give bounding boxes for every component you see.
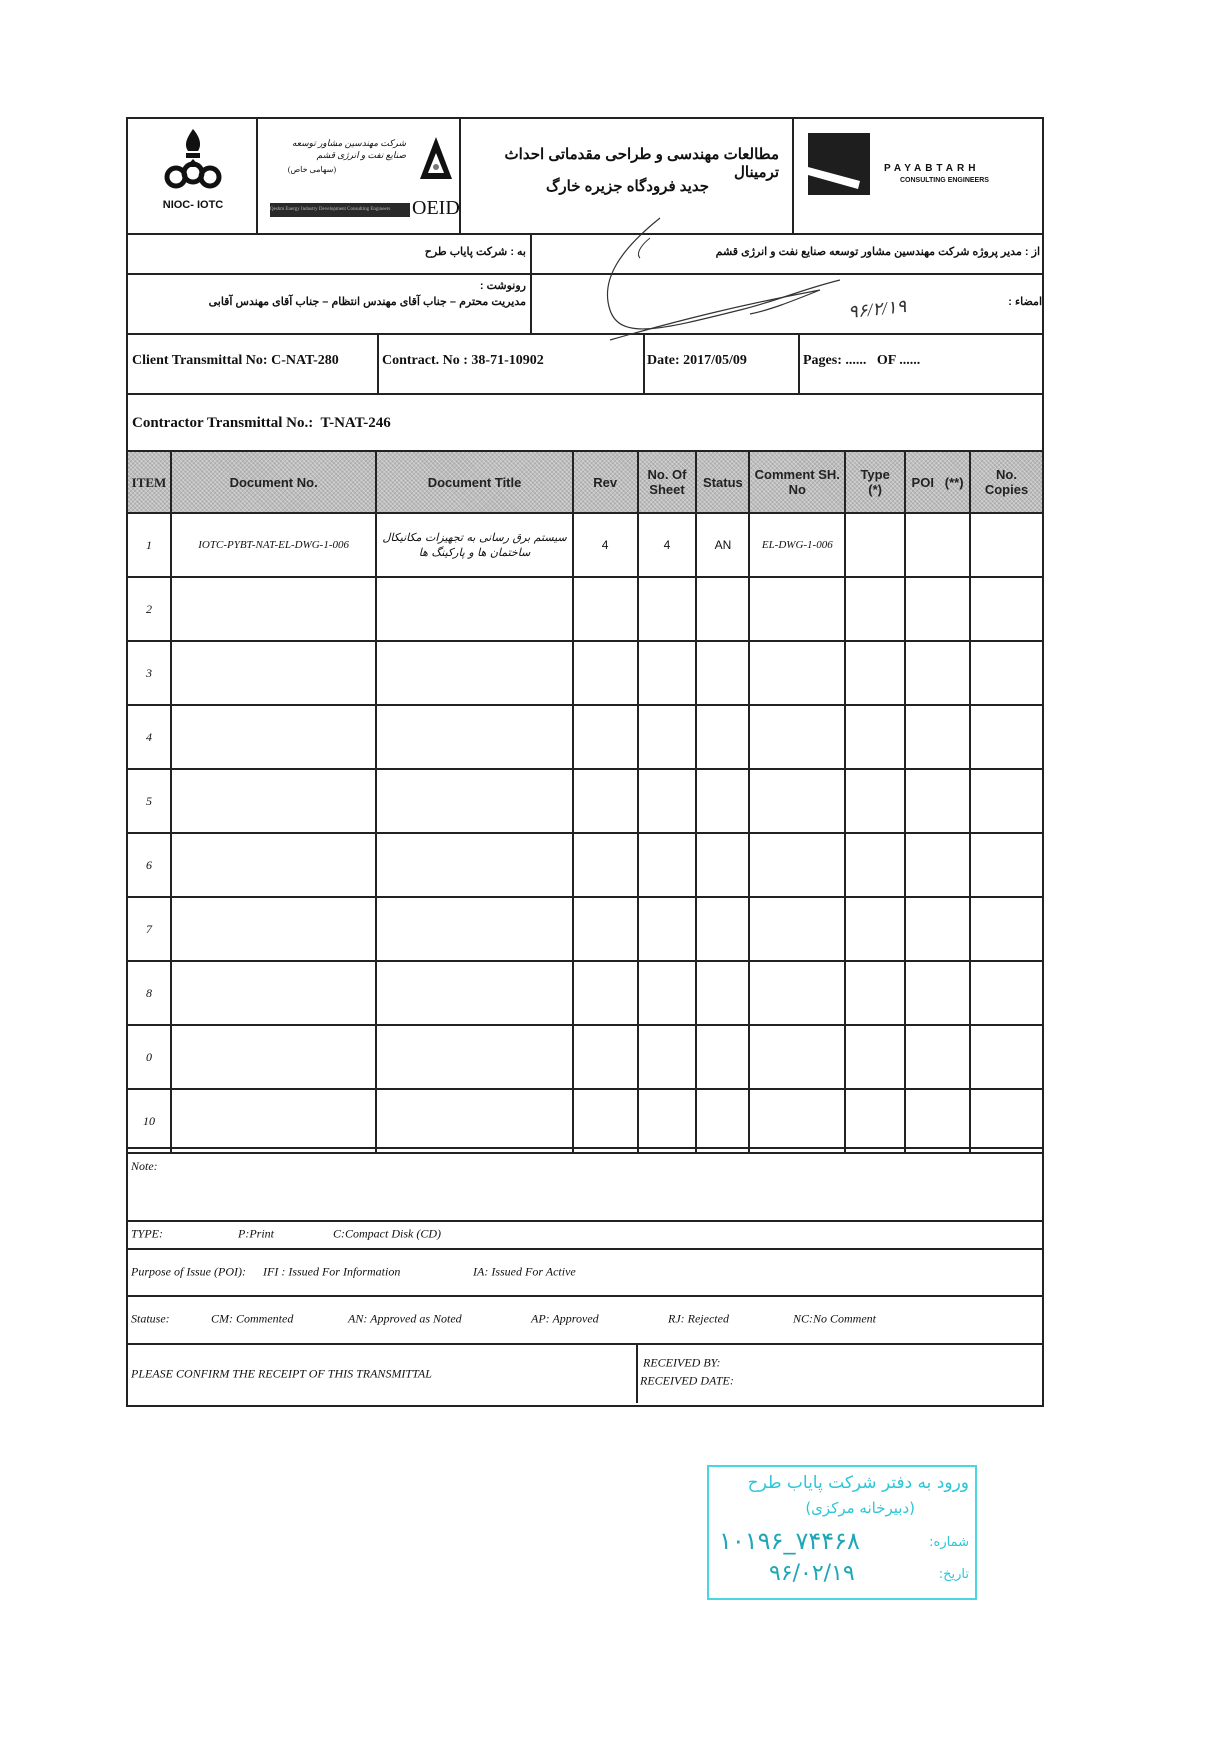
document-title-cell: [376, 961, 572, 1025]
rev-cell: [573, 897, 638, 961]
status-cell: [696, 705, 749, 769]
comment-sh-cell: [749, 705, 845, 769]
rev-cell: [573, 833, 638, 897]
status-cell: AN: [696, 513, 749, 577]
copies-cell: [970, 1025, 1043, 1089]
type-cell: [845, 1089, 905, 1153]
stamp-number-value: ۱۰۱۹۶_۷۴۴۶۸: [719, 1527, 860, 1555]
document-no-cell: [171, 577, 376, 641]
sheets-cell: 4: [638, 513, 697, 577]
transmittal-date: Date: 2017/05/09: [647, 353, 747, 368]
poi-cell: [905, 769, 970, 833]
copies-cell: [970, 577, 1043, 641]
document-no-cell: [171, 833, 376, 897]
payabtarh-sub: CONSULTING ENGINEERS: [900, 177, 989, 184]
sheets-cell: [638, 577, 697, 641]
type-cell: [845, 513, 905, 577]
status-cell: [696, 769, 749, 833]
status-cell: [696, 1025, 749, 1089]
poi-cell: [905, 577, 970, 641]
documents-table-body: [127, 513, 1043, 1153]
stamp-date-label: تاریخ:: [938, 1567, 969, 1582]
rev-cell: [573, 705, 638, 769]
poi-legend: [126, 1248, 1044, 1297]
contractor-transmittal: Contractor Transmittal No.: T-NAT-246: [132, 415, 391, 431]
comment-sh-cell: [749, 961, 845, 1025]
table-row: [127, 961, 1043, 1025]
sheets-cell: [638, 641, 697, 705]
document-no-cell: [171, 641, 376, 705]
table-row: [127, 1025, 1043, 1089]
nioc-logo-cell: [128, 119, 258, 233]
poi-cell: [905, 961, 970, 1025]
oeid-subtitle: (سهامی خاص): [287, 165, 336, 174]
status-rj: RJ: Rejected: [668, 1311, 729, 1326]
status-cell: [696, 1089, 749, 1153]
note-label: Note:: [131, 1159, 158, 1173]
oeid-logo-icon: [418, 135, 454, 183]
table-row: [127, 1089, 1043, 1153]
poi-label: Purpose of Issue (POI):: [131, 1264, 246, 1278]
to-field: به : شرکت پایاب طرح: [424, 246, 526, 258]
document-title-cell: [376, 769, 572, 833]
type-cell: [845, 577, 905, 641]
table-row: [127, 641, 1043, 705]
receipt-row: [126, 1343, 1044, 1407]
table-row: [127, 577, 1043, 641]
status-cell: [696, 897, 749, 961]
copies-cell: [970, 961, 1043, 1025]
nioc-logo-icon: [164, 127, 222, 191]
type-cell: [845, 705, 905, 769]
item-cell: 6: [127, 833, 171, 897]
copies-cell: [970, 513, 1043, 577]
stamp-date-value: ۹۶/۰۲/۱۹: [769, 1561, 855, 1586]
sheets-cell: [638, 961, 697, 1025]
col-no-copies: No. Copies: [970, 451, 1043, 513]
type-print: P:Print: [238, 1226, 274, 1241]
cc-value: مدیریت محترم – جناب آقای مهندس انتظام – جناب آقای مهندس آقابی: [208, 296, 526, 308]
document-no-cell: [171, 961, 376, 1025]
copies-cell: [970, 769, 1043, 833]
copies-cell: [970, 705, 1043, 769]
oeid-english-band: Qeshm Energy Industry Development Consulting Engineers: [270, 203, 410, 217]
oeid-logo-cell: [258, 119, 461, 233]
cc-divider: [530, 273, 532, 333]
oeid-persian-name: شرکت مهندسین مشاور توسعه صنایع نفت و انرژی قشم: [291, 138, 406, 160]
poi-cell: [905, 897, 970, 961]
document-title-cell: [376, 513, 572, 577]
pages-field: Pages: ...... OF ......: [803, 353, 921, 368]
handwritten-date: ۹۶/۲/۱۹: [847, 296, 908, 322]
document-title-line1: سیستم برق رسانی به تجهیزات مکانیکال: [382, 531, 567, 544]
cc-label: رونوشت :: [479, 280, 526, 292]
poi-ia: IA: Issued For Active: [473, 1264, 576, 1278]
rev-cell: [573, 577, 638, 641]
sheets-cell: [638, 769, 697, 833]
receipt-divider: [636, 1343, 638, 1403]
comment-sh-cell: [749, 833, 845, 897]
rev-cell: [573, 961, 638, 1025]
status-ap: AP: Approved: [531, 1311, 599, 1326]
status-cm: CM: Commented: [211, 1311, 294, 1326]
table-row: [127, 769, 1043, 833]
sheets-cell: [638, 1025, 697, 1089]
col-document-no: Document No.: [171, 451, 376, 513]
status-legend: [126, 1295, 1044, 1345]
comment-sh-cell: [749, 1025, 845, 1089]
item-cell: 10: [127, 1089, 171, 1153]
from-field: از : مدیر پروژه شرکت مهندسین مشاور توسعه صنایع نفت و انرژی قشم: [715, 246, 1040, 258]
type-cd: C:Compact Disk (CD): [333, 1226, 441, 1241]
document-title-cell: [376, 577, 572, 641]
comment-sh-cell: [749, 769, 845, 833]
item-cell: 7: [127, 897, 171, 961]
contract-no: Contract. No : 38-71-10902: [382, 353, 544, 368]
info-divider-3: [798, 333, 800, 393]
stamp-number-label: شماره:: [929, 1535, 969, 1550]
type-cell: [845, 769, 905, 833]
table-header-row: [127, 451, 1043, 513]
document-title-cell: [376, 705, 572, 769]
document-title-cell: [376, 833, 572, 897]
item-cell: 2: [127, 577, 171, 641]
table-row: [127, 705, 1043, 769]
received-date: RECEIVED DATE:: [640, 1373, 734, 1388]
table-row: [127, 833, 1043, 897]
sheets-cell: [638, 705, 697, 769]
stamp-line1: ورود به دفتر شرکت پایاب طرح: [747, 1473, 969, 1493]
item-cell: 8: [127, 961, 171, 1025]
info-divider-2: [643, 333, 645, 393]
document-no-cell: [171, 897, 376, 961]
col-poi: POI (**): [905, 451, 970, 513]
rev-cell: [573, 769, 638, 833]
status-cell: [696, 961, 749, 1025]
item-cell: 4: [127, 705, 171, 769]
col-item: ITEM: [127, 451, 171, 513]
comment-sh-cell: [749, 897, 845, 961]
copies-cell: [970, 833, 1043, 897]
confirm-receipt: PLEASE CONFIRM THE RECEIPT OF THIS TRANSMITTAL: [131, 1366, 432, 1381]
poi-cell: [905, 1025, 970, 1089]
document-no-cell: [171, 1025, 376, 1089]
status-label: Statuse:: [131, 1311, 170, 1326]
document-no-cell: [171, 705, 376, 769]
item-cell: 1: [127, 513, 171, 577]
document-no-cell: IOTC-PYBT-NAT-EL-DWG-1-006: [171, 513, 376, 577]
table-row: [127, 897, 1043, 961]
info-divider-1: [377, 333, 379, 393]
copies-cell: [970, 1089, 1043, 1153]
type-legend: [126, 1220, 1044, 1250]
poi-ifi: IFI : Issued For Information: [263, 1264, 401, 1278]
nioc-label: NIOC- IOTC: [162, 199, 224, 211]
rev-cell: [573, 1025, 638, 1089]
documents-table: [126, 450, 1044, 1154]
status-an: AN: Approved as Noted: [348, 1311, 462, 1326]
copies-cell: [970, 641, 1043, 705]
col-type: Type (*): [845, 451, 905, 513]
document-no-cell: [171, 1089, 376, 1153]
project-title-line1: مطالعات مهندسی و طراحی مقدماتی احداث ترمینال: [504, 146, 779, 181]
document-title-cell: [376, 897, 572, 961]
poi-cell: [905, 513, 970, 577]
rev-cell: [573, 641, 638, 705]
note-box: [126, 1147, 1044, 1222]
comment-sh-cell: [749, 641, 845, 705]
sheets-cell: [638, 1089, 697, 1153]
type-cell: [845, 961, 905, 1025]
comment-sh-cell: [749, 577, 845, 641]
client-transmittal: Client Transmittal No: C-NAT-280: [132, 353, 339, 368]
col-comment-sh-no: Comment SH. No: [749, 451, 845, 513]
project-title-line2: جدید فرودگاه جزیره خارگ: [545, 178, 709, 195]
document-title-cell: [376, 1089, 572, 1153]
type-label: TYPE:: [131, 1226, 164, 1241]
col-document-title: Document Title: [376, 451, 572, 513]
receipt-stamp: [707, 1465, 977, 1600]
comment-sh-cell: EL-DWG-1-006: [749, 513, 845, 577]
received-by: RECEIVED BY:: [643, 1355, 721, 1370]
col-no-of-sheet: No. Of Sheet: [638, 451, 697, 513]
type-cell: [845, 1025, 905, 1089]
payabtarh-name: PAYABTARH: [884, 163, 980, 174]
copies-cell: [970, 897, 1043, 961]
oeid-label: OEID: [412, 197, 460, 219]
col-rev: Rev: [573, 451, 638, 513]
status-cell: [696, 641, 749, 705]
document-title-cell: [376, 641, 572, 705]
document-title-line2: ساختمان ها و پارکینگ ها: [418, 546, 531, 559]
signature-label: امضاء :: [1008, 296, 1042, 308]
poi-cell: [905, 641, 970, 705]
rev-cell: 4: [573, 513, 638, 577]
signature-scribble: [540, 210, 880, 350]
poi-cell: [905, 833, 970, 897]
type-cell: [845, 897, 905, 961]
status-cell: [696, 577, 749, 641]
transmittal-info-row: [126, 333, 1044, 395]
poi-cell: [905, 1089, 970, 1153]
table-row: [127, 513, 1043, 577]
rev-cell: [573, 1089, 638, 1153]
item-cell: 5: [127, 769, 171, 833]
stamp-line2: (دبیرخانه مرکزی): [805, 1499, 915, 1517]
col-status: Status: [696, 451, 749, 513]
sheets-cell: [638, 833, 697, 897]
status-nc: NC:No Comment: [793, 1311, 877, 1326]
item-cell: 3: [127, 641, 171, 705]
sheets-cell: [638, 897, 697, 961]
document-no-cell: [171, 769, 376, 833]
type-cell: [845, 641, 905, 705]
document-title-cell: [376, 1025, 572, 1089]
poi-cell: [905, 705, 970, 769]
payabtarh-logo-icon: [808, 133, 870, 195]
comment-sh-cell: [749, 1089, 845, 1153]
contractor-row: [126, 393, 1044, 452]
item-cell: 0: [127, 1025, 171, 1089]
type-cell: [845, 833, 905, 897]
status-cell: [696, 833, 749, 897]
